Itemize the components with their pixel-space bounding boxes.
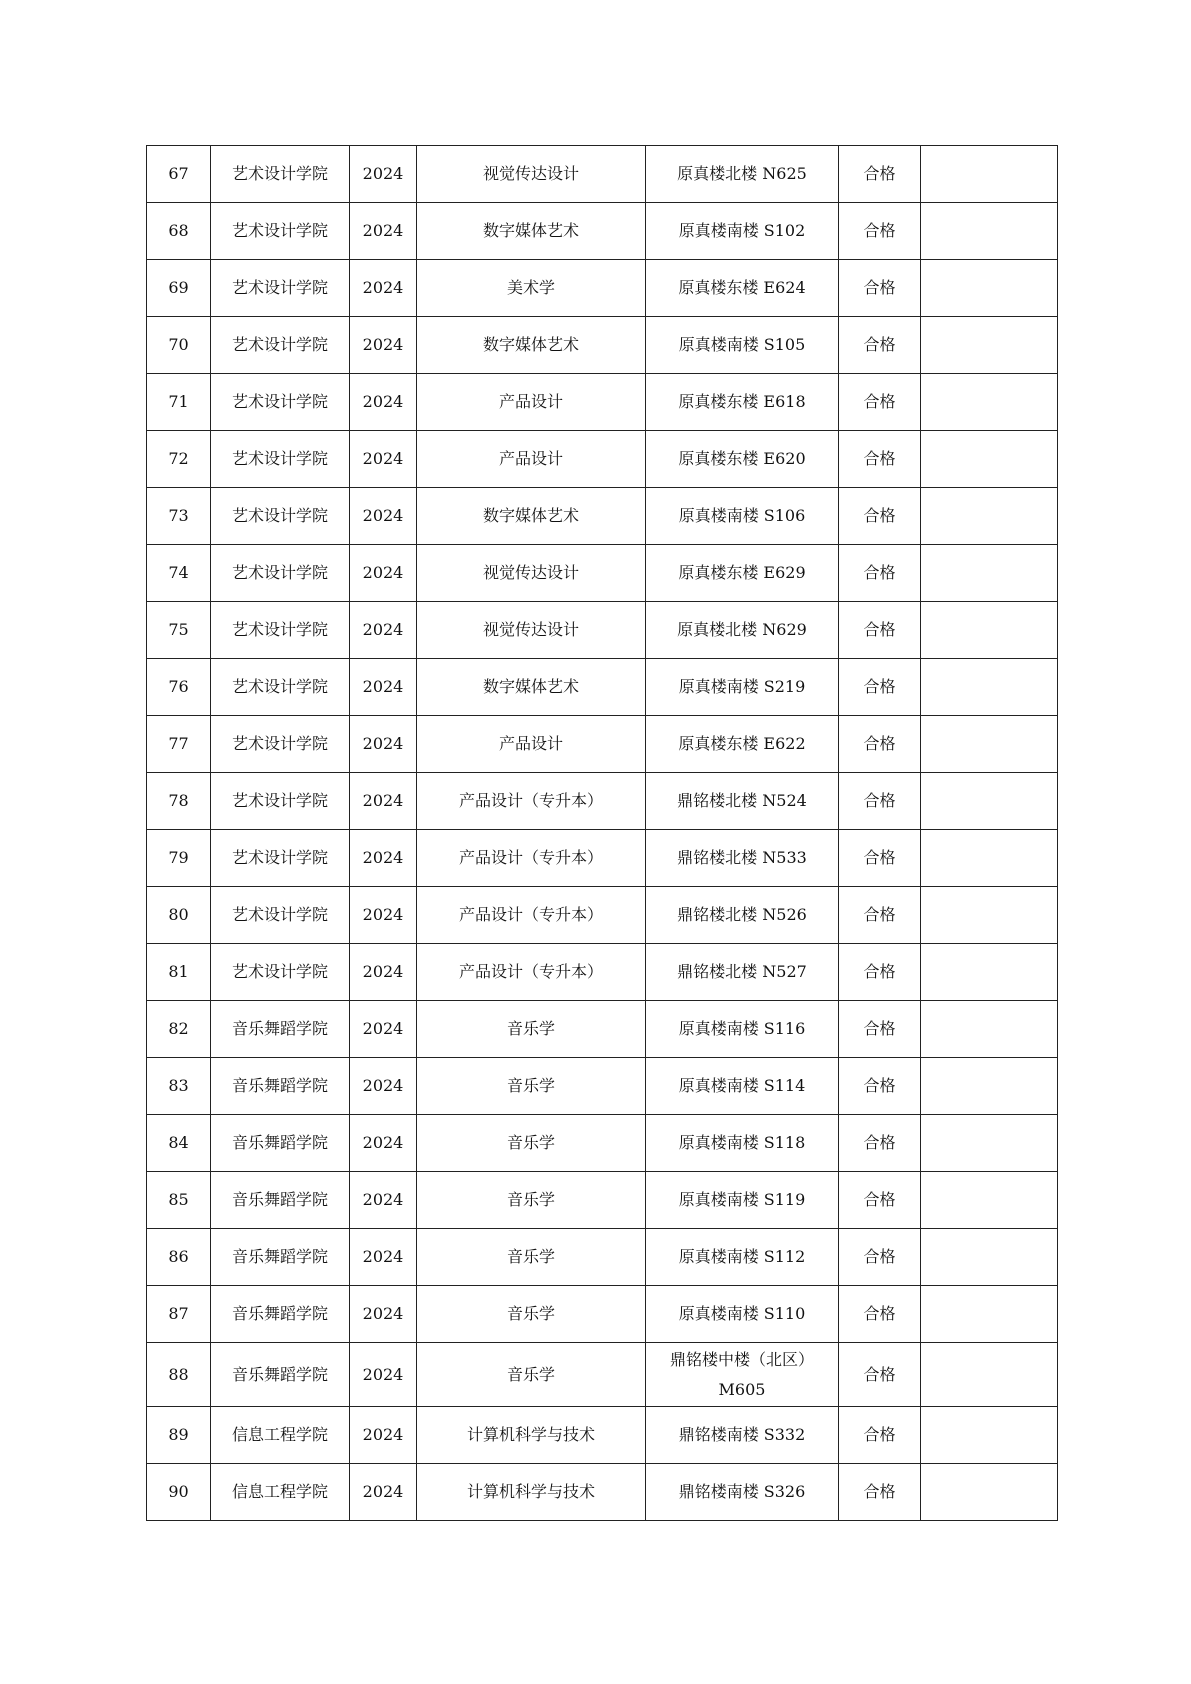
cell-room: 原真楼南楼 S106 xyxy=(646,488,839,545)
cell-college: 音乐舞蹈学院 xyxy=(211,1229,350,1286)
cell-year: 2024 xyxy=(350,431,417,488)
cell-college: 艺术设计学院 xyxy=(211,374,350,431)
cell-college: 艺术设计学院 xyxy=(211,317,350,374)
cell-college: 艺术设计学院 xyxy=(211,659,350,716)
cell-year: 2024 xyxy=(350,1172,417,1229)
cell-room: 原真楼南楼 S114 xyxy=(646,1058,839,1115)
cell-note xyxy=(921,1407,1058,1464)
cell-note xyxy=(921,374,1058,431)
cell-note xyxy=(921,260,1058,317)
cell-no: 76 xyxy=(147,659,211,716)
cell-major: 产品设计 xyxy=(417,716,646,773)
cell-no: 85 xyxy=(147,1172,211,1229)
table-row xyxy=(147,260,1058,317)
table-row xyxy=(147,1286,1058,1343)
cell-no: 73 xyxy=(147,488,211,545)
cell-note xyxy=(921,545,1058,602)
cell-result: 合格 xyxy=(839,944,921,1001)
cell-note xyxy=(921,488,1058,545)
cell-result: 合格 xyxy=(839,1115,921,1172)
cell-major: 产品设计（专升本） xyxy=(417,944,646,1001)
cell-no: 87 xyxy=(147,1286,211,1343)
table-row xyxy=(147,602,1058,659)
cell-major: 音乐学 xyxy=(417,1172,646,1229)
cell-college: 艺术设计学院 xyxy=(211,431,350,488)
cell-note xyxy=(921,203,1058,260)
cell-college: 艺术设计学院 xyxy=(211,944,350,1001)
cell-year: 2024 xyxy=(350,488,417,545)
cell-major: 音乐学 xyxy=(417,1343,646,1407)
cell-college: 艺术设计学院 xyxy=(211,602,350,659)
cell-note xyxy=(921,146,1058,203)
cell-room: 鼎铭楼北楼 N526 xyxy=(646,887,839,944)
cell-result: 合格 xyxy=(839,1464,921,1521)
cell-college: 信息工程学院 xyxy=(211,1464,350,1521)
table-row xyxy=(147,944,1058,1001)
cell-room: 原真楼东楼 E624 xyxy=(646,260,839,317)
table-row xyxy=(147,1115,1058,1172)
cell-major: 音乐学 xyxy=(417,1115,646,1172)
inspection-table xyxy=(146,145,1058,1521)
table-row xyxy=(147,1229,1058,1286)
table-row xyxy=(147,1464,1058,1521)
cell-result: 合格 xyxy=(839,773,921,830)
cell-result: 合格 xyxy=(839,146,921,203)
cell-no: 88 xyxy=(147,1343,211,1407)
cell-major: 产品设计（专升本） xyxy=(417,830,646,887)
cell-note xyxy=(921,887,1058,944)
cell-room: 原真楼东楼 E620 xyxy=(646,431,839,488)
cell-room: 原真楼南楼 S119 xyxy=(646,1172,839,1229)
cell-year: 2024 xyxy=(350,944,417,1001)
table-row xyxy=(147,716,1058,773)
cell-no: 80 xyxy=(147,887,211,944)
cell-college: 信息工程学院 xyxy=(211,1407,350,1464)
cell-major: 计算机科学与技术 xyxy=(417,1407,646,1464)
table-row xyxy=(147,830,1058,887)
cell-major: 数字媒体艺术 xyxy=(417,659,646,716)
table-row xyxy=(147,1058,1058,1115)
cell-college: 音乐舞蹈学院 xyxy=(211,1343,350,1407)
cell-year: 2024 xyxy=(350,773,417,830)
table-row xyxy=(147,374,1058,431)
cell-no: 72 xyxy=(147,431,211,488)
cell-note xyxy=(921,1172,1058,1229)
cell-room: 鼎铭楼南楼 S332 xyxy=(646,1407,839,1464)
cell-room: 鼎铭楼北楼 N533 xyxy=(646,830,839,887)
cell-result: 合格 xyxy=(839,317,921,374)
cell-no: 67 xyxy=(147,146,211,203)
cell-major: 计算机科学与技术 xyxy=(417,1464,646,1521)
cell-room: 原真楼南楼 S110 xyxy=(646,1286,839,1343)
cell-result: 合格 xyxy=(839,374,921,431)
cell-result: 合格 xyxy=(839,1058,921,1115)
table-row xyxy=(147,317,1058,374)
cell-college: 艺术设计学院 xyxy=(211,146,350,203)
table-row xyxy=(147,545,1058,602)
cell-result: 合格 xyxy=(839,1172,921,1229)
cell-year: 2024 xyxy=(350,1343,417,1407)
cell-major: 音乐学 xyxy=(417,1229,646,1286)
cell-no: 78 xyxy=(147,773,211,830)
cell-room: 原真楼南楼 S105 xyxy=(646,317,839,374)
cell-year: 2024 xyxy=(350,830,417,887)
cell-college: 音乐舞蹈学院 xyxy=(211,1115,350,1172)
table-row xyxy=(147,488,1058,545)
cell-note xyxy=(921,773,1058,830)
table-row xyxy=(147,887,1058,944)
cell-college: 艺术设计学院 xyxy=(211,773,350,830)
cell-room: 原真楼南楼 S102 xyxy=(646,203,839,260)
cell-no: 68 xyxy=(147,203,211,260)
cell-result: 合格 xyxy=(839,431,921,488)
cell-major: 美术学 xyxy=(417,260,646,317)
cell-note xyxy=(921,602,1058,659)
cell-major: 视觉传达设计 xyxy=(417,545,646,602)
cell-room: 原真楼北楼 N629 xyxy=(646,602,839,659)
cell-no: 75 xyxy=(147,602,211,659)
cell-no: 83 xyxy=(147,1058,211,1115)
cell-year: 2024 xyxy=(350,659,417,716)
table-row xyxy=(147,1172,1058,1229)
cell-result: 合格 xyxy=(839,260,921,317)
cell-room: 原真楼南楼 S112 xyxy=(646,1229,839,1286)
cell-note xyxy=(921,317,1058,374)
cell-note xyxy=(921,431,1058,488)
cell-note xyxy=(921,1464,1058,1521)
cell-room: 鼎铭楼北楼 N524 xyxy=(646,773,839,830)
cell-major: 视觉传达设计 xyxy=(417,146,646,203)
cell-college: 音乐舞蹈学院 xyxy=(211,1172,350,1229)
cell-major: 视觉传达设计 xyxy=(417,602,646,659)
cell-room: 原真楼东楼 E622 xyxy=(646,716,839,773)
cell-room: 鼎铭楼中楼（北区）M605 xyxy=(646,1343,839,1407)
cell-major: 数字媒体艺术 xyxy=(417,488,646,545)
cell-no: 82 xyxy=(147,1001,211,1058)
cell-note xyxy=(921,944,1058,1001)
cell-note xyxy=(921,1343,1058,1407)
cell-note xyxy=(921,1229,1058,1286)
cell-college: 音乐舞蹈学院 xyxy=(211,1286,350,1343)
cell-note xyxy=(921,1286,1058,1343)
cell-no: 84 xyxy=(147,1115,211,1172)
cell-room: 原真楼南楼 S118 xyxy=(646,1115,839,1172)
cell-no: 71 xyxy=(147,374,211,431)
cell-major: 数字媒体艺术 xyxy=(417,317,646,374)
cell-college: 艺术设计学院 xyxy=(211,887,350,944)
cell-major: 产品设计（专升本） xyxy=(417,773,646,830)
cell-room: 鼎铭楼南楼 S326 xyxy=(646,1464,839,1521)
cell-room: 原真楼东楼 E618 xyxy=(646,374,839,431)
cell-year: 2024 xyxy=(350,1115,417,1172)
cell-major: 音乐学 xyxy=(417,1001,646,1058)
cell-result: 合格 xyxy=(839,1229,921,1286)
cell-no: 74 xyxy=(147,545,211,602)
cell-year: 2024 xyxy=(350,260,417,317)
cell-no: 86 xyxy=(147,1229,211,1286)
cell-room: 原真楼南楼 S116 xyxy=(646,1001,839,1058)
cell-result: 合格 xyxy=(839,887,921,944)
table-row xyxy=(147,659,1058,716)
cell-room: 原真楼东楼 E629 xyxy=(646,545,839,602)
table-row xyxy=(147,1001,1058,1058)
cell-major: 音乐学 xyxy=(417,1286,646,1343)
cell-college: 艺术设计学院 xyxy=(211,830,350,887)
cell-college: 音乐舞蹈学院 xyxy=(211,1058,350,1115)
cell-note xyxy=(921,1001,1058,1058)
table-row xyxy=(147,773,1058,830)
cell-college: 艺术设计学院 xyxy=(211,716,350,773)
cell-result: 合格 xyxy=(839,1343,921,1407)
cell-result: 合格 xyxy=(839,1407,921,1464)
cell-no: 69 xyxy=(147,260,211,317)
cell-year: 2024 xyxy=(350,1001,417,1058)
table-row xyxy=(147,146,1058,203)
cell-college: 艺术设计学院 xyxy=(211,260,350,317)
cell-year: 2024 xyxy=(350,887,417,944)
cell-result: 合格 xyxy=(839,602,921,659)
cell-year: 2024 xyxy=(350,203,417,260)
cell-college: 艺术设计学院 xyxy=(211,203,350,260)
cell-college: 音乐舞蹈学院 xyxy=(211,1001,350,1058)
cell-result: 合格 xyxy=(839,716,921,773)
cell-result: 合格 xyxy=(839,545,921,602)
cell-note xyxy=(921,830,1058,887)
cell-result: 合格 xyxy=(839,659,921,716)
cell-result: 合格 xyxy=(839,203,921,260)
cell-major: 产品设计 xyxy=(417,374,646,431)
cell-no: 90 xyxy=(147,1464,211,1521)
cell-college: 艺术设计学院 xyxy=(211,545,350,602)
table-row xyxy=(147,203,1058,260)
cell-year: 2024 xyxy=(350,146,417,203)
table-row xyxy=(147,1343,1058,1407)
cell-year: 2024 xyxy=(350,716,417,773)
table-row xyxy=(147,431,1058,488)
cell-room: 原真楼南楼 S219 xyxy=(646,659,839,716)
cell-note xyxy=(921,716,1058,773)
cell-result: 合格 xyxy=(839,488,921,545)
cell-result: 合格 xyxy=(839,830,921,887)
cell-year: 2024 xyxy=(350,602,417,659)
cell-year: 2024 xyxy=(350,317,417,374)
cell-no: 81 xyxy=(147,944,211,1001)
cell-no: 77 xyxy=(147,716,211,773)
cell-year: 2024 xyxy=(350,1407,417,1464)
cell-year: 2024 xyxy=(350,545,417,602)
cell-college: 艺术设计学院 xyxy=(211,488,350,545)
cell-year: 2024 xyxy=(350,1058,417,1115)
cell-result: 合格 xyxy=(839,1001,921,1058)
cell-major: 产品设计（专升本） xyxy=(417,887,646,944)
cell-room: 鼎铭楼北楼 N527 xyxy=(646,944,839,1001)
cell-result: 合格 xyxy=(839,1286,921,1343)
cell-major: 音乐学 xyxy=(417,1058,646,1115)
cell-note xyxy=(921,1058,1058,1115)
cell-room: 原真楼北楼 N625 xyxy=(646,146,839,203)
cell-no: 79 xyxy=(147,830,211,887)
cell-note xyxy=(921,659,1058,716)
cell-year: 2024 xyxy=(350,1464,417,1521)
cell-year: 2024 xyxy=(350,1286,417,1343)
cell-major: 产品设计 xyxy=(417,431,646,488)
cell-year: 2024 xyxy=(350,1229,417,1286)
cell-major: 数字媒体艺术 xyxy=(417,203,646,260)
cell-no: 70 xyxy=(147,317,211,374)
cell-year: 2024 xyxy=(350,374,417,431)
cell-no: 89 xyxy=(147,1407,211,1464)
cell-note xyxy=(921,1115,1058,1172)
table-row xyxy=(147,1407,1058,1464)
